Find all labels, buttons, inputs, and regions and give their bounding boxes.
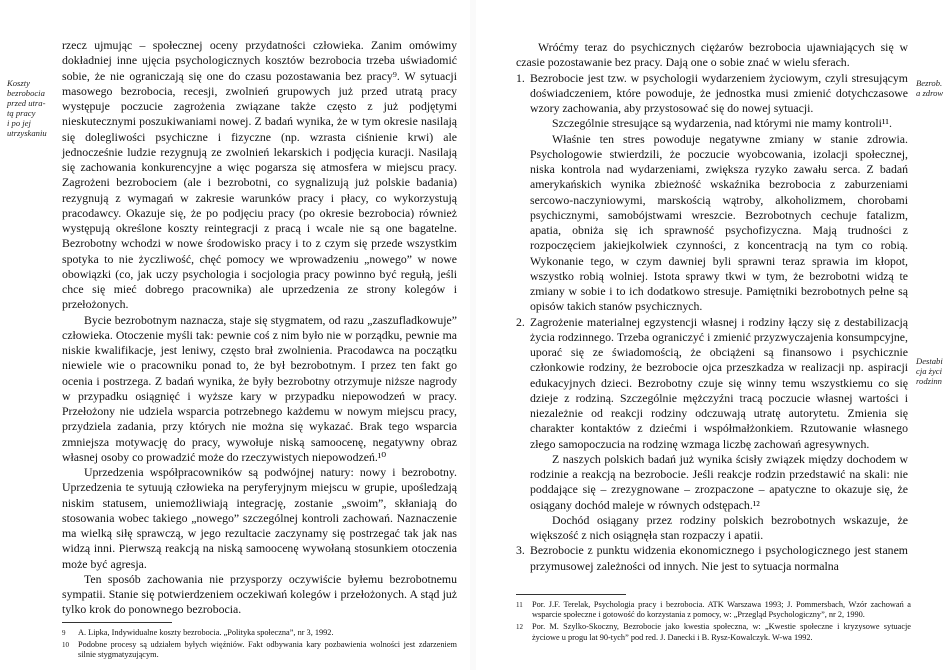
footnote-text: Por. M. Szylko-Skoczny, Bezrobocie jako kwestia społeczna, w: „Kwestie społeczne i kryzysowe sytuacje życiowe u progu lat 90-tych” pod red. J. Danecki i B. Rysz-Kowalczyk. W-wa 1992. [532, 622, 911, 642]
list-item [516, 543, 908, 574]
paragraph: Bezrobocie jest tzw. w psychologii wydarzeniem życiowym, czyli stresującym doświadczeniem, które powoduje, że jednostka musi zmienić dotychczasowe wzory zachowania, aby przystosować się do nowej sytuacji. [530, 70, 908, 115]
margin-note-line: a zdrow [916, 88, 944, 98]
paragraph: Ten sposób zachowania nie przysporzy oczywiście byłemu bezrobotnemu sympatii. Stanie się potwierdzeniem oczekiwań kolegów i przełożonych. A stąd już tylko krok do ponownego bezrobocia. [62, 571, 457, 617]
footnote-number: 11 [516, 601, 523, 609]
list-number: 1. [516, 70, 525, 85]
footnote-text: A. Lipka, Indywidualne koszty bezrobocia. „Polityka społeczna”, nr 3, 1992. [78, 628, 334, 637]
footnote [516, 622, 911, 642]
list-body [530, 543, 908, 574]
paragraph: Bycie bezrobotnym naznacza, staje się stygmatem, od razu „zaszufladkowuje” człowieka. Otoczenie myśli tak: pewnie coś z nim było nie w porządku, pewnie ma niskie kwalifikacje, jest leniwy, często brał zwolnienia. Pracodawca na początku niewiele wie o pracowniku ponad to, że był bezrobotnym. I przez ten fakt go ocenia i postrzega. Z badań wynika, że były bezrobotny otrzymuje niższe nagrody w przypadku osiągnięć i wyższe kary w przypadku niepowodzeń w pracy. Przełożony nie udziela wsparcia potrzebnego każdemu w nowym miejscu pracy, przydziela zadania, przy których nie można się wykazać. Brak tego wsparcia zmniejsza motywację do pracy, wywołuje niską samoocenę, negatywny obraz własnej osoby co prowadzić może do rzeczywistych niepowodzeń.¹⁰ [62, 312, 457, 464]
left-page [0, 0, 470, 670]
left-body-text [62, 38, 457, 618]
paragraph: Właśnie ten stres powoduje negatywne zmiany w stanie zdrowia. Psychologowie stwierdzili, że poczucie wyobcowania, izolacji społecznej, niska kontrola nad wydarzeniami, zwiększa ryzyko zawału serca. Z badań amerykańskich wynika zbieżność wskaźnika bezrobocia z zaburzeniami sercowo-naczyniowymi, marskością wątroby, alkoholizmem, chorobami psychicznymi, samobójstwami wreszcie. Bezrobotnych cechuje fatalizm, apatia, obniża się ich sprawność psychofizyczna. Mają trudności z rozpoczęciem jakiejkolwiek czynności, z koncentracją na tym co robią. Wykonanie tego, w czym dawniej byli sprawni teraz sprawia im kłopot, wszystko robią wolniej. Istota sprawy tkwi w tym, że bezrobotni widzą te zmiany w sobie i to ich dodatkowo stresuje. Pamiętniki bezrobotnych pełne są opisów takich stanów psychicznych. [530, 131, 908, 314]
list-item [516, 315, 908, 544]
list-body [530, 71, 908, 315]
paragraph: Bezrobocie z punktu widzenia ekonomicznego i psychologicznego jest stanem przymusowej zależności od innych. Nie jest to sytuacja normalna [530, 543, 908, 573]
margin-note-line: cja życi [916, 366, 943, 376]
right-page [476, 0, 947, 670]
footnote-text: Por. J.F. Terelak, Psychologia pracy i bezrobocia. ATK Warszawa 1993; J. Pommersbach, Wzór zachowań a wsparcie społeczne i gotowość do korzystania z pomocy, w: „Przegląd Psychologiczny”, nr 2, 1990. [532, 600, 911, 620]
paragraph: rzecz ujmując – społecznej oceny przydatności człowieka. Zanim omówimy dokładniej inne ujęcia psychologicznych kosztów bezrobocia trzeba uświadomić sobie, że nie ograniczają się one do czasu pozostawania bez pracy⁹. W sytuacji masowego bezrobocia, recesji, zwolnień grupowych już przed utratą pracy występuje poczucie zagrożenia związane także często z już podjętymi nieskutecznymi poszukiwaniami nowej. Z badań wynika, że w tym okresie nasilają się dolegliwości psychiczne i fizyczne (np. wzrasta ciśnienie krwi) ale jednocześnie ludzie rezygnują ze zwolnień lekarskich i podjęcia kuracji. Nasilają się zachowania konkurencyjne a więc pogarsza się atmosfera w miejscu pracy. Zagrożeni bezrobociem (ale i bezrobotni, co sygnalizują już polskie badania) rezygnują z wymagań w zakresie warunków pracy i płacy, co wykorzystują pracodawcy. Okazuje się, że po podjęciu pracy (po okresie bezrobocia) również występują określone koszty reintegracji z pracą i wcale nie są one bagatelne. Bezrobotny wchodzi w nowe środowisko pracy i to z czym się przede wszystkim spotyka to nie życzliwość, chęć pomocy we wprowadzeniu „nowego” w nowe obowiązki (co, jak uczy psychologia i socjologia pracy powinno być regułą, jeśli chce się mieć dobrego pracownika) ale uprzedzenia ze strony kolegów i przełożonych. [62, 38, 457, 312]
margin-note-line: Destabi [916, 356, 943, 366]
right-margin-note-2 [916, 356, 947, 386]
margin-note-line: bezrobocia [7, 88, 45, 98]
footnote [62, 640, 457, 660]
margin-note-line: i po jej [7, 118, 31, 128]
footnote-number: 9 [62, 629, 66, 637]
paragraph: Zagrożenie materialnej egzystencji własnej i rodziny łączy się z destabilizacją życia rodzinnego. Trzeba ograniczyć i zmienić przyzwyczajenia konsumpcyjne, uporać się ze świadomością, że obciążeni są finansowo i psychicznie członkowie rodziny, że bezrobocie ojca przeszkadza w realizacji np. aspiracji edukacyjnych dzieci. Bezrobotny czuje się winny temu wszystkiemu co się dzieje z rodziną. Szczególnie mężczyźni tracą poczucie własnej wartości i niezależnie od reakcji rodziny odczuwają utratę autorytetu. Zmienia się charakter kontaktów z dziećmi i współmałżonkiem. Rzutowanie własnego złego samopoczucia na rodzinę wzmaga liczbę zachowań agresywnych. [530, 314, 908, 451]
left-margin-note [7, 78, 51, 138]
paragraph: Szczególnie stresujące są wydarzenia, nad którymi nie mamy kontroli¹¹. [552, 116, 892, 131]
right-margin-note-1 [916, 78, 947, 98]
footnote [516, 600, 911, 620]
paragraph: Uprzedzenia współpracowników są podwójnej natury: nowy i bezrobotny. Uprzedzenia te sytuują człowieka na peryferyjnym miejscu w grupie, upośledzają niskim statusem, uniemożliwiają integrację, zostanie „swoim”, skłaniają do stosowania wobec takiego „nowego” szczególnej kontroli zachowań. Naznaczenie ma wielką siłę sprawczą, w jego rezultacie zaczynamy się postrzegać tak jak nas widzą inni. Pierwszą reakcją na niską samoocenę wywołaną stosunkiem otoczenia może być agresja. [62, 465, 457, 571]
paragraph: Dochód osiągany przez rodziny polskich bezrobotnych wskazuje, że większość z nich osiągnęła stan rozpaczy i apatii. [530, 512, 908, 542]
footnote [62, 628, 457, 638]
footnote-rule [516, 594, 626, 595]
intro-paragraph: Wróćmy teraz do psychicznych ciężarów bezrobocia ujawniających się w czasie pozostawanie bez pracy. Dają one o sobie znać w wielu sferach. [516, 40, 908, 70]
list-number: 2. [516, 314, 525, 329]
footnote-number: 12 [516, 623, 523, 632]
right-body-text [516, 40, 908, 574]
margin-note-line: rodzinn [916, 376, 942, 386]
margin-note-line: tą pracy [7, 108, 36, 118]
footnote-number: 10 [62, 641, 69, 650]
list-item [516, 71, 908, 315]
left-footnotes [62, 628, 457, 663]
margin-note-line: przed utra- [7, 98, 46, 108]
footnote-text: Podobne procesy są udziałem byłych więźniów. Fakt odbywania kary pozbawienia wolności jest zdarzeniem silnie stygmatyzującym. [78, 640, 457, 660]
list-body [530, 315, 908, 544]
margin-note-line: Koszty [7, 78, 30, 88]
paragraph: Z naszych polskich badań już wynika ścisły związek między dochodem w rodzinie a reakcją na bezrobocie. Jeśli reakcje rodzin przedstawić na skali: nie poddające się – zrezygnowane – zrozpaczone – apatyczne to okazuje się, że osiągany dochód maleje w równych odstępach.¹² [530, 451, 908, 512]
right-footnotes [516, 600, 911, 645]
footnote-rule [62, 622, 172, 623]
list-number: 3. [516, 543, 525, 558]
margin-note-line: utrzyskaniu [7, 128, 47, 138]
margin-note-line: Bezrob. [916, 78, 943, 88]
